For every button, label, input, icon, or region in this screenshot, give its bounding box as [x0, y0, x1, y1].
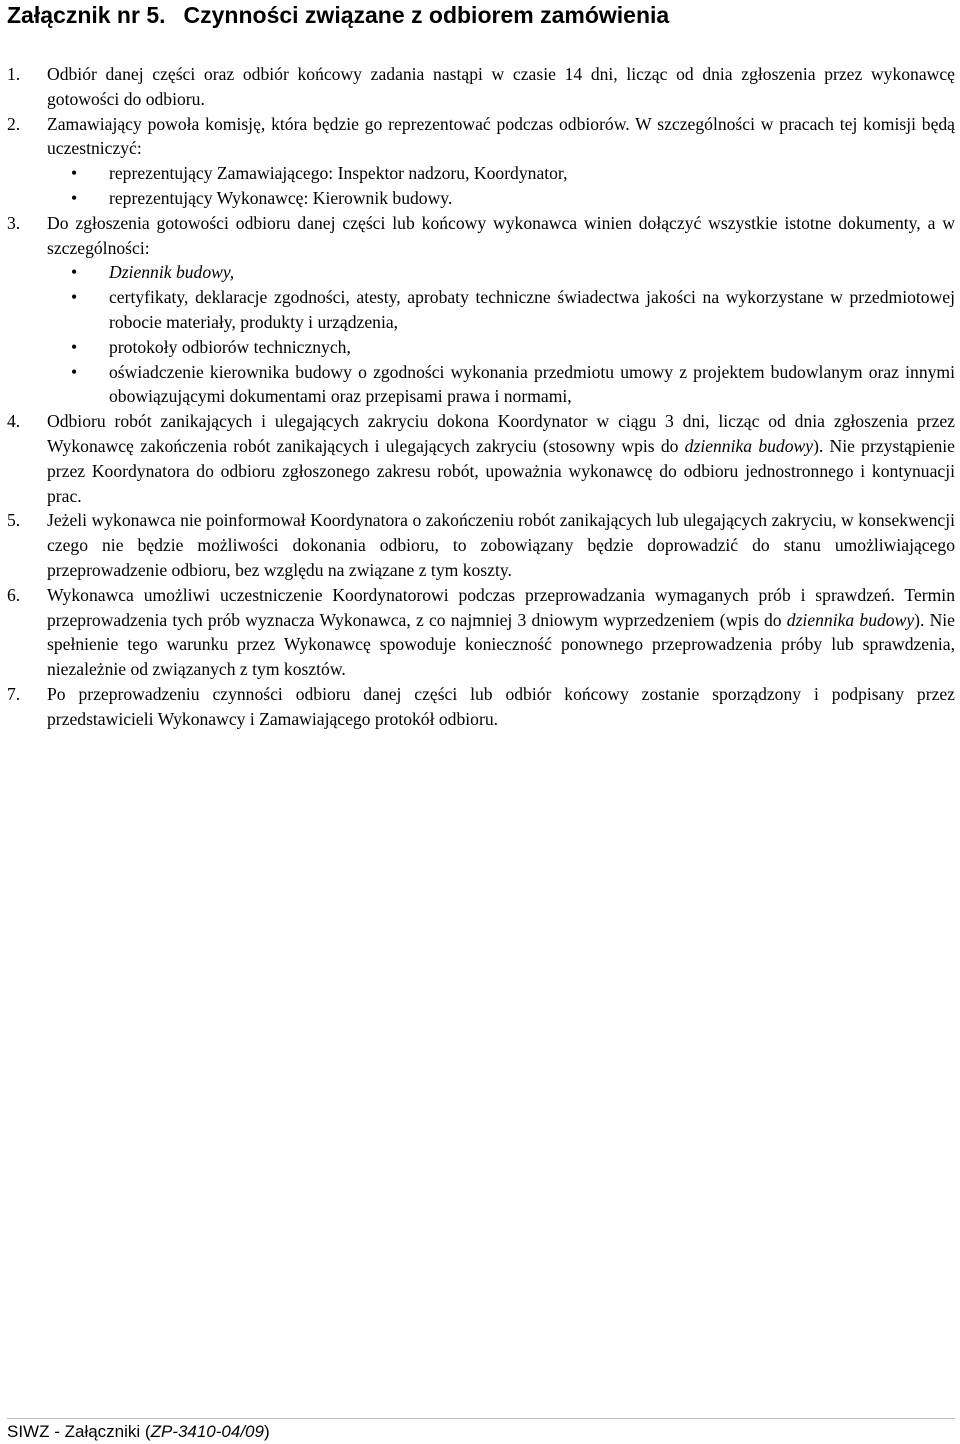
bullet-item: • certyfikaty, deklaracje zgodności, atesty, aprobaty techniczne świadectwa jakości na wykorzystane w przedmiotowej robocie materiały, produkty i urządzenia,	[47, 285, 955, 335]
item-number: 4.	[7, 411, 21, 432]
item-text: Zamawiający powoła komisję, która będzie go reprezentować podczas odbiorów. W szczególności w pracach tej komisji będą uczestniczyć:	[47, 113, 955, 159]
bullet-icon: •	[71, 361, 78, 382]
committee-members-list	[47, 161, 955, 211]
list-item	[7, 211, 955, 409]
list-item	[7, 112, 955, 211]
item-text: Odbioru robót zanikających i ulegających zakryciu dokona Koordynator w ciągu 3 dni, licząc od dnia zgłoszenia przez Wykonawcę zakończenia robót zanikających i ulegających zakryciu (stosowny wpis do dziennika budowy). Nie przystąpienie przez Koordynatora do odbioru zgłoszonego zakresu robót, upoważnia wykonawcę do odbioru jednostronnego i kontynuacji prac.	[47, 411, 955, 506]
bullet-item: • Dziennik budowy,	[47, 260, 955, 285]
bullet-item: • reprezentujący Zamawiającego: Inspektor nadzoru, Koordynator,	[47, 161, 955, 186]
item-text: Do zgłoszenia gotowości odbioru danej części lub końcowy wykonawca winien dołączyć wszystkie istotne dokumenty, a w szczególności:	[47, 212, 955, 258]
list-item	[7, 508, 955, 582]
item-number: 6.	[7, 584, 21, 605]
item-text: Odbiór danej części oraz odbiór końcowy zadania nastąpi w czasie 14 dni, licząc od dnia zgłoszenia przez wykonawcę gotowości do odbioru.	[47, 64, 955, 109]
bullet-item: • reprezentujący Wykonawcę: Kierownik budowy.	[47, 186, 955, 211]
required-documents-list	[47, 260, 955, 409]
footer-divider	[7, 1418, 955, 1419]
item-text: Wykonawca umożliwi uczestniczenie Koordynatorowi podczas przeprowadzania wymaganych prób i sprawdzeń. Termin przeprowadzenia tych prób wyznacza Wykonawca, z co najmniej 3 dniowym wyprzedzeniem (wpis do dziennika budowy). Nie spełnienie tego warunku przez Wykonawcę spowoduje konieczność ponownego przeprowadzenia próby lub sprawdzenia, niezależnie od związanych z tym kosztów.	[47, 584, 955, 680]
bullet-icon: •	[71, 187, 78, 208]
list-item	[7, 682, 955, 732]
item-number: 7.	[7, 683, 21, 704]
item-text: Jeżeli wykonawca nie poinformował Koordynatora o zakończeniu robót zanikających lub ulegających zakryciu, w konsekwencji czego nie będzie możliwości dokonania odbioru, to zobowiązany będzie doprowadzić do stanu umożliwiającego przeprowadzenie odbioru, bez względu na związane z tym koszty.	[47, 510, 955, 580]
item-number: 2.	[7, 113, 21, 134]
emphasis: dziennika budowy	[684, 435, 814, 456]
list-item	[7, 583, 955, 682]
bullet-icon: •	[71, 287, 78, 308]
list-item	[7, 62, 955, 112]
bullet-icon: •	[71, 262, 78, 283]
page-footer: SIWZ - Załączniki (ZP-3410-04/09)	[7, 1422, 270, 1441]
page-title	[7, 0, 947, 30]
emphasis: dziennika budowy	[786, 609, 915, 630]
item-number: 3.	[7, 212, 21, 233]
bullet-icon: •	[71, 336, 78, 357]
attachment-subject: Czynności związane z odbiorem zamówienia	[183, 2, 670, 28]
item-number: 1.	[7, 64, 21, 84]
item-number: 5.	[7, 510, 21, 531]
list-item	[7, 409, 955, 508]
bullet-item: • oświadczenie kierownika budowy o zgodności wykonania przedmiotu umowy z projektem budowlanym oraz innymi obowiązującymi dokumentami oraz przepisami prawa i normami,	[47, 360, 955, 410]
bullet-item: • protokoły odbiorów technicznych,	[47, 335, 955, 360]
item-text: Po przeprowadzeniu czynności odbioru danej części lub odbiór końcowy zostanie sporządzony i podpisany przez przedstawicieli Wykonawcy i Zamawiającego protokół odbioru.	[47, 683, 955, 729]
attachment-number: Załącznik nr 5.	[7, 2, 166, 28]
footer-code: ZP-3410-04/09	[150, 1422, 264, 1441]
requirements-list	[7, 62, 955, 732]
bullet-icon: •	[71, 163, 78, 184]
